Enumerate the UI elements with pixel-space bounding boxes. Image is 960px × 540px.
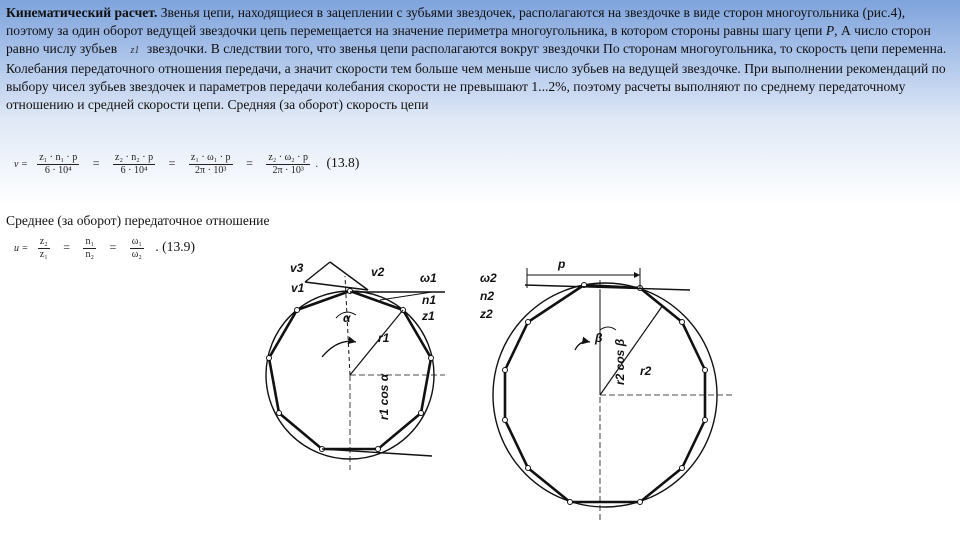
text-run: звездочки. В следствии того, что звенья цепи располагаются вокруг звездочки По сторонам многоугольника, то скорость цепи переменна. (143, 41, 947, 56)
label-n2: n2 (480, 289, 495, 303)
fraction-numerator: z₁ · n₁ · p (39, 152, 78, 163)
fraction-denominator: z₁ (39, 249, 48, 260)
text-run: Звенья цепи, находящиеся в зацеплении с зубьями звездочек, располагаются на звездочке в виде сторон многоугольника (рис.4), поэтому за один оборот ведущей звездочки цепь перемещается на значение периметра многоугольника, в котором стороны равны шагу цепи (6, 5, 906, 38)
text-run: , А число сторон равно числу зубьев (6, 23, 931, 56)
right-labels (479, 257, 652, 385)
label-r1: r1 (378, 331, 390, 345)
fraction-numerator: z₂ · n₂ · p (115, 152, 154, 163)
right-sprocket (493, 268, 735, 520)
label-alpha: α (343, 311, 351, 325)
label-v3: v3 (290, 261, 304, 275)
radius-r2 (600, 305, 663, 395)
label-omega1: ω1 (420, 271, 437, 285)
fraction-denominator: n₂ (85, 249, 94, 260)
label-omega2: ω2 (480, 271, 497, 285)
formula-period: . (315, 158, 318, 170)
fraction-denominator: ω₂ (131, 249, 142, 260)
section-heading: Кинематический расчет. (6, 5, 158, 20)
fraction-numerator: ω₁ (131, 236, 142, 247)
formula-lhs: u = (14, 242, 29, 254)
radius-r1 (350, 310, 403, 375)
fraction-numerator: z₂ (39, 236, 48, 247)
fraction-numerator: z₁ · ω₁ · p (190, 152, 231, 163)
equals-sign: = (63, 239, 70, 254)
fraction-numerator: n₁ (85, 236, 94, 247)
fraction-numerator: z₂ · ω₂ · p (268, 152, 308, 163)
label-r2: r2 (640, 364, 652, 378)
formula-number: . (13.9) (155, 238, 195, 254)
text-run: Колебания передаточного отношения передачи, а значит скорости тем больше чем меньше число зубьев на ведущей звездочке. При выполнении рекомендаций по выбору чисел зубьев звездочек и параметров передачи колебания скорости не превышают 1...2%, поэтому расчеты выполняют по среднему передаточному отношению и средней скорости цепи. Средняя (за оборот) скорость цепи (6, 61, 946, 112)
chain-pitch-symbol: P (825, 23, 835, 38)
chain-polygon (505, 285, 705, 502)
left-labels (290, 261, 437, 420)
label-p: p (558, 257, 566, 271)
angle-arc (600, 327, 616, 330)
label-v2: v2 (371, 265, 385, 279)
equals-sign: = (246, 155, 253, 170)
label-r1cos: r1 cos α (377, 373, 391, 420)
velocity-vector (305, 262, 330, 282)
label-z2: z2 (480, 307, 493, 321)
fraction-denominator: 2π · 10³ (272, 165, 304, 176)
rotation-arrow (575, 342, 590, 350)
equals-sign: = (168, 155, 176, 170)
label-r2cos: r2 cos β (613, 338, 627, 385)
label-v1: v1 (291, 281, 305, 295)
body-paragraph: Среднее (за оборот) передаточное отношение (6, 213, 270, 228)
label-n1: n1 (422, 293, 437, 307)
equals-sign: = (92, 155, 100, 170)
label-z1: z1 (422, 309, 435, 323)
equals-sign: = (109, 239, 117, 254)
fraction-denominator: 2π · 10³ (195, 165, 227, 176)
rotation-arrow (322, 341, 356, 357)
formula-lhs: v = (14, 158, 28, 170)
formula-number: (13.8) (326, 154, 360, 170)
teeth-count-symbol: z1 (130, 45, 140, 56)
fraction-denominator: 6 · 10⁴ (120, 165, 148, 176)
label-beta: β (595, 331, 603, 345)
fraction-denominator: 6 · 10⁴ (44, 165, 72, 176)
